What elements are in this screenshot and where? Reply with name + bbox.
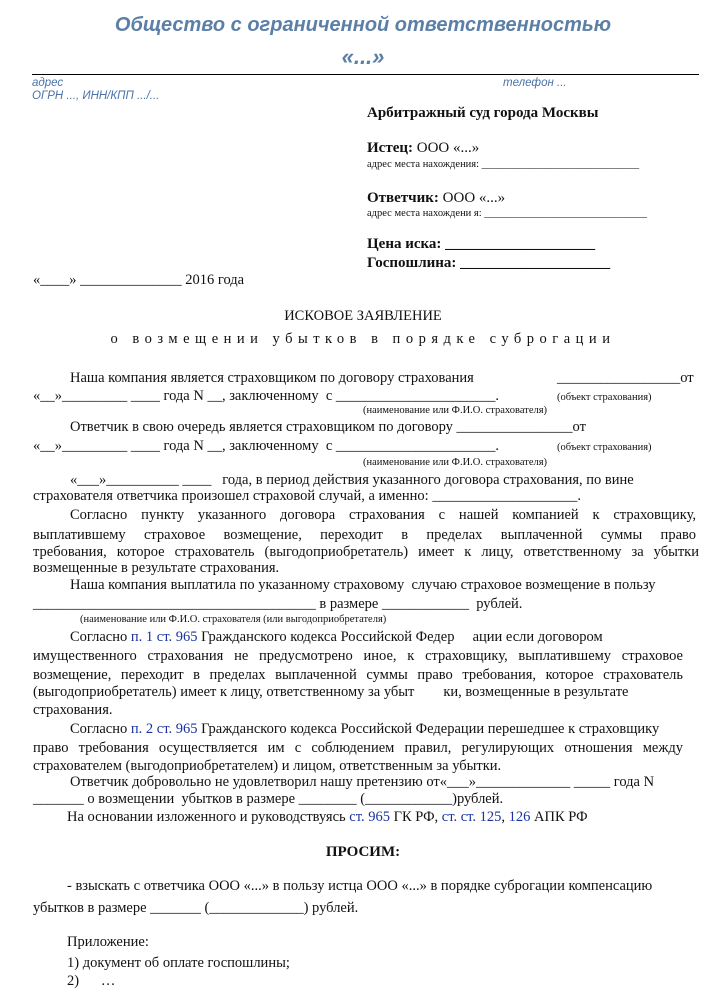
request-line: убытков в размере _______ (_____________) рублей. <box>33 900 359 916</box>
request-title: ПРОСИМ: <box>325 844 401 860</box>
paragraph-line: выплатившему страховое возмещение, переходит в пределах выплаченной суммы право <box>33 527 696 543</box>
text: Согласно <box>70 721 131 737</box>
paragraph-line: «__»_________ ____ года N __, заключенному с ______________________. <box>33 438 500 454</box>
paragraph-line: «__»_________ ____ года N __, заключенному с ______________________. <box>33 388 500 404</box>
paragraph-line: (выгодоприобретатель) имеет к лицу, ответственному за убыт ки, возмещенные в результате <box>33 684 629 700</box>
attachment-item: 1) документ об оплате госпошлины; <box>67 955 290 971</box>
text: ГК РФ, <box>389 809 442 825</box>
paragraph-line: Наша компания является страховщиком по договору страхования <box>70 370 474 386</box>
defendant-address: адрес места нахождени я: _______________________________ <box>367 208 648 219</box>
plaintiff <box>367 139 479 157</box>
defendant-value: ООО «...» <box>438 190 506 206</box>
paragraph-line: возмещение, переходит в пределах выплаченной суммы право требования, которое страхователь <box>33 667 683 683</box>
plaintiff-label: Истец: <box>367 140 413 156</box>
paragraph-line: возмещенные в результате страхования. <box>33 560 280 576</box>
paragraph-line: Наша компания выплатила по указанному страховому случаю страховое возмещение в пользу <box>70 577 656 593</box>
header-divider <box>32 74 699 75</box>
company-phone: телефон ... <box>503 77 567 89</box>
document-title: ИСКОВОЕ ЗАЯВЛЕНИЕ <box>284 308 442 324</box>
paragraph-line <box>70 720 659 738</box>
field-hint: (наименование или Ф.И.О. страхователя) <box>363 457 548 468</box>
text: АПК РФ <box>530 809 588 825</box>
paragraph-line <box>70 628 603 646</box>
paragraph-line: _______ о возмещении убытков в размере ________ (____________)рублей. <box>33 791 504 807</box>
company-title: Общество с ограниченной ответственностью <box>114 14 612 36</box>
field-hint: (объект страхования) <box>557 442 652 453</box>
field-hint: (наименование или Ф.И.О. страхователя) <box>363 405 548 416</box>
paragraph-line <box>67 808 588 826</box>
document-subtitle: о возмещении убытков в порядке суброгации <box>110 331 616 347</box>
company-name: «...» <box>341 44 385 69</box>
company-ogrn: ОГРН ..., ИНН/КПП .../... <box>32 90 160 102</box>
claim-price: Цена иска: ____________________ <box>367 236 596 252</box>
paragraph-line: Ответчик в свою очередь является страховщиком по договору ________________от <box>70 419 586 435</box>
date-line: «____» ______________ 2016 года <box>33 272 245 288</box>
law-link[interactable]: 126 <box>508 809 531 825</box>
paragraph-line: страхователя ответчика произошел страховой случай, а именно: ____________________. <box>33 488 581 504</box>
paragraph-line: страхования. <box>33 702 113 718</box>
paragraph-line: страхователем (выгодоприобретателем) и лицом, ответственным за убытки. <box>33 758 502 774</box>
law-link[interactable]: ст. 965 <box>349 809 390 825</box>
paragraph-line: _______________________________________ в размере ____________ рублей. <box>33 596 523 612</box>
text: Согласно <box>70 629 131 645</box>
text: На основании изложенного и руководствуясь <box>67 809 350 825</box>
request-line: - взыскать с ответчика ООО «...» в пользу истца ООО «...» в порядке суброгации компенсацию <box>67 878 653 894</box>
text: , <box>501 809 509 825</box>
attachments-label: Приложение: <box>67 934 149 950</box>
law-link[interactable]: п. 1 ст. 965 <box>130 629 198 645</box>
paragraph-line: Согласно пункту указанного договора страхования с нашей компанией к страховщику, <box>70 507 696 523</box>
plaintiff-address: адрес места нахождения: ______________________________ <box>367 159 640 170</box>
law-link[interactable]: п. 2 ст. 965 <box>130 721 198 737</box>
state-fee: Госпошлина: ____________________ <box>367 255 611 271</box>
company-address: адрес <box>32 77 64 89</box>
attachment-item: 2) … <box>67 973 116 989</box>
defendant-label: Ответчик: <box>367 190 439 206</box>
paragraph-line: право требования осуществляется им с соблюдением правил, регулирующих отношения между <box>33 740 683 756</box>
plaintiff-value: ООО «...» <box>413 140 480 156</box>
paragraph-line: требования, которое страхователь (выгодоприобретатель) имеет к лицу, ответственному за убытки <box>33 544 699 560</box>
text: Гражданского кодекса Российской Федер ации если договором <box>197 629 603 645</box>
field-hint: (наименование или Ф.И.О. страхователя (или выгодоприобретателя) <box>80 614 387 625</box>
paragraph-line: имущественного страхования не предусмотрено иное, к страховщику, выплатившему страховое <box>33 648 683 664</box>
paragraph-line: Ответчик добровольно не удовлетворил нашу претензию от«___»_____________ _____ года N <box>70 774 655 790</box>
law-link[interactable]: ст. ст. 125 <box>441 809 502 825</box>
field-hint: (объект страхования) <box>557 392 652 403</box>
paragraph-line: _________________от <box>557 370 694 386</box>
text: Гражданского кодекса Российской Федерации перешедшее к страховщику <box>197 721 660 737</box>
paragraph-line: «___»__________ ____ года, в период действия указанного договора страхования, по вине <box>70 472 634 488</box>
court-name: Арбитражный суд города Москвы <box>367 105 599 121</box>
